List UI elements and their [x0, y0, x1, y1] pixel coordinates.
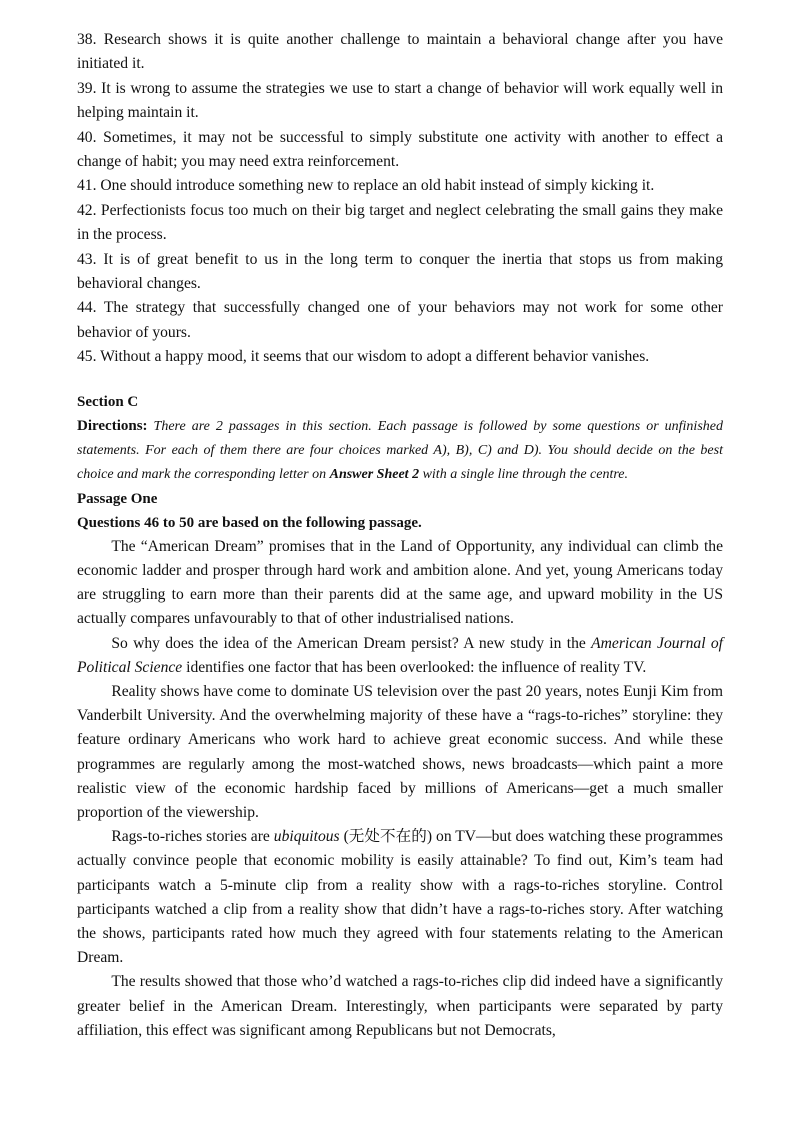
- directions-text-1: There are 2 passages in this section. Each passage is followed by some questions or unfinished statements. For each of them there are four choices marked A), B), C) and D). You should decide on the best choice and mark the corresponding letter on: [77, 418, 723, 482]
- directions-text-2: with a single line through the centre.: [419, 466, 629, 482]
- journal-title: American Journal of Political Science: [77, 634, 723, 676]
- document-page: [77, 28, 723, 1043]
- passage-paragraph-3: Reality shows have come to dominate US television over the past 20 years, notes Eunji Kim from Vanderbilt University. And the overwhelming majority of these have a “rags-to-riches” storyline: they feature ordinary Americans who work hard to achieve great economic success. And while these programmes are regularly among the most-watched shows, news broadcasts—which paint a more realistic view of the economic hardship faced by millions of Americans—get a much smaller proportion of the viewership.: [77, 682, 723, 821]
- passage-paragraph-2: [77, 632, 723, 680]
- questions-info: Questions 46 to 50 are based on the following passage.: [77, 514, 422, 531]
- directions-label: Directions:: [77, 417, 148, 434]
- p2-text-a: So why does the idea of the American Dream persist? A new study in the: [111, 634, 592, 652]
- p2-text-b: identifies one factor that has been overlooked: the influence of reality TV.: [182, 658, 647, 676]
- passage-title: Passage One: [77, 490, 158, 507]
- p4-text-b: on TV—but does watching these programmes actually convince people that economic mobility is easily attainable? To find out, Kim’s team had participants watch a 5-minute clip from a reality show with a rags-to-riches storyline. Control participants watched a clip from a reality show that didn’t have a rags-to-riches story. After watching the shows, participants rated how much they agreed with four statements relating to the American Dream.: [77, 828, 723, 967]
- passage-paragraph-4: [77, 825, 723, 970]
- statement-42: 42. Perfectionists focus too much on their big target and neglect celebrating the small gains they make in the process.: [77, 201, 723, 244]
- vocab-word: ubiquitous: [273, 828, 340, 846]
- statement-44: 44. The strategy that successfully changed one of your behaviors may not work for some other behavior of yours.: [77, 299, 723, 341]
- statement-38: 38. Research shows it is quite another challenge to maintain a behavioral change after you have initiated it.: [77, 31, 723, 73]
- p4-text-a: Rags-to-riches stories are: [111, 828, 274, 846]
- statement-43: 43. It is of great benefit to us in the long term to conquer the inertia that stops us from making behavioral changes.: [77, 250, 723, 293]
- vocab-gloss: (无处不在的): [339, 828, 433, 846]
- section-c-directions: [77, 414, 723, 487]
- statement-41: 41. One should introduce something new to replace an old habit instead of simply kicking it.: [77, 177, 655, 195]
- answer-sheet-ref: Answer Sheet 2: [329, 466, 420, 482]
- statement-45: 45. Without a happy mood, it seems that our wisdom to adopt a different behavior vanishes.: [77, 348, 650, 366]
- statement-40: 40. Sometimes, it may not be successful to simply substitute one activity with another to effect a change of habit; you may need extra reinforcement.: [77, 128, 723, 171]
- statement-list: [77, 28, 723, 370]
- section-c-heading: Section C: [77, 393, 139, 410]
- passage-paragraph-5: The results showed that those who’d watched a rags-to-riches clip did indeed have a significantly greater belief in the American Dream. Interestingly, when participants were separated by party affiliation, this effect was significant among Republicans but not Democrats,: [77, 973, 723, 1039]
- passage-paragraph-1: The “American Dream” promises that in the Land of Opportunity, any individual can climb the economic ladder and prosper through hard work and ambition alone. And yet, young Americans today are struggling to earn more than their parents did at the same age, and upward mobility in the US actually compares unfavourably to that of other industrialised nations.: [77, 537, 723, 628]
- statement-39: 39. It is wrong to assume the strategies we use to start a change of behavior will work equally well in helping maintain it.: [77, 79, 723, 122]
